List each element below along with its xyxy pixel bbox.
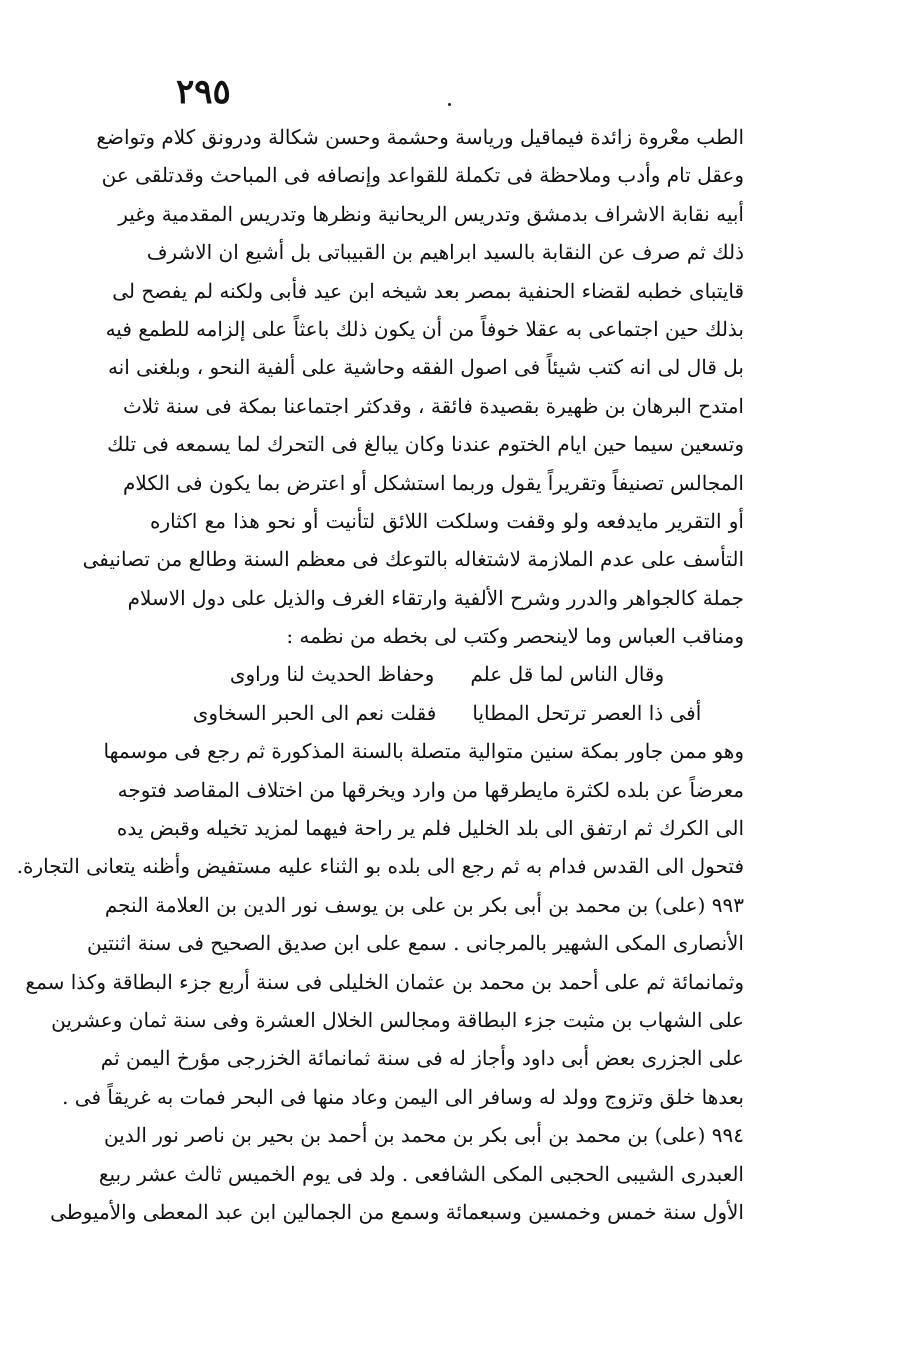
page-number: ٢٩٥ (176, 72, 231, 112)
text-line: الأول سنة خمس وخمسين وسبعمائة وسمع من الجمالين ابن عبد المعطى والأميوطى (50, 1199, 744, 1224)
verse-line (150, 694, 744, 732)
text-line: جملة كالجواهر والدرر وشرح الألفية وارتقاء الغرف والذيل على دول الاسلام (127, 585, 744, 610)
verse-first-hemistich: أفى ذا العصر ترتحل المطايا (472, 700, 702, 725)
text-line: بل قال لى انه كتب شيئاً فى اصول الفقه وحاشية على ألفية النحو ، وبلغنى انه (107, 355, 744, 380)
text-line: على الشهاب بن مثبت جزء البطاقة ومجالس الخلال العشرة وفى سنة ثمان وعشرين (51, 1007, 744, 1032)
verse-second-hemistich: وحفاظ الحديث لنا وراوى (229, 662, 435, 687)
text-line: الى الكرك ثم ارتفق الى بلد الخليل فلم ير راحة فيهما لمزيد تخيله وقبض يده (116, 816, 744, 841)
text-line: أبيه نقابة الاشراف بدمشق وتدريس الريحانية ونظرها وتدريس المقدمية وغير (118, 201, 744, 226)
text-line: ذلك ثم صرف عن النقابة بالسيد ابراهيم بن القبيباتى بل أشيع ان الاشرف (146, 240, 744, 265)
verse-second-hemistich: فقلت نعم الى الحبر السخاوى (192, 700, 437, 725)
text-line: وعقل تام وأدب وملاحظة فى تكملة للقواعد وإنصافه فى المباحث وقدتلقى عن (101, 163, 744, 188)
text-line: معرضاً عن بلده لكثرة مايطرقها من وارد ويخرقها من اختلاف المقاصد فتوجه (117, 777, 744, 802)
body-text (16, 118, 744, 1231)
text-line: فتحول الى القدس فدام به ثم رجع الى بلده بو الثناء عليه مستفيض وأظنه يتعانى التجارة. (16, 854, 744, 879)
text-line: امتدح البرهان بن ظهيرة بقصيدة فائقة ، وقدكثر اجتماعنا بمكة فى سنة ثلاث (122, 393, 744, 418)
text-line-intro-verse: ومناقب العباس وما لاينحصر وكتب لى بخطه من نظمه : (286, 624, 744, 649)
print-speck (448, 103, 451, 106)
text-line: بذلك حين اجتماعى به عقلا خوفاً من أن يكون ذلك باعثاً على إلزامه للطمع فيه (105, 316, 744, 341)
verse-first-hemistich: وقال الناس لما قل علم (470, 662, 665, 687)
text-line: وتسعين سيما حين ايام الختوم عندنا وكان يبالغ فى التحرك لما يسمعه فى تلك (107, 432, 744, 457)
text-line: بعدها خلق وتزوج وولد له وسافر الى اليمن وعاد منها فى البحر فمات به غريقاً فى . (62, 1084, 744, 1109)
text-line: قايتباى خطبه لقضاء الحنفية بمصر بعد شيخه ابن عيد فأبى ولكنه لم يفصح لى (112, 278, 744, 303)
entry-994-start: ٩٩٤ (على) بن محمد بن أبى بكر بن محمد بن أحمد بن بحير بن ناصر نور الدين (103, 1123, 744, 1148)
text-line: الأنصارى المكى الشهير بالمرجانى . سمع على ابن صديق الصحيح فى سنة اثنتين (87, 931, 744, 956)
text-line: وثمانمائة ثم على أحمد بن محمد بن عثمان الخليلى فى سنة أربع جزء البطاقة وكذا سمع (25, 969, 744, 994)
text-line: المجالس تصنيفاً وتقريراً يقول وربما استشكل أو اعترض بما يكون فى الكلام (123, 470, 744, 495)
text-line: التأسف على عدم الملازمة لاشتغاله بالتوعك فى معظم السنة وطالع من تصانيفى (82, 547, 744, 572)
text-line: على الجزرى بعض أبى داود وأجاز له فى سنة ثمانمائة الخزرجى مؤرخ اليمن ثم (100, 1046, 744, 1071)
verse-line (150, 655, 744, 693)
text-line: العبدرى الشيبى الحجبى المكى الشافعى . ولد فى يوم الخميس ثالث عشر ربيع (98, 1161, 744, 1186)
text-line: الطب معْروة زائدة فيماقيل ورياسة وحشمة وحسن شكالة ودرونق كلام وتواضع (96, 125, 744, 149)
text-line: وهو ممن جاور بمكة سنين متوالية متصلة بالسنة المذكورة ثم رجع فى موسمها (103, 739, 744, 764)
text-line: أو التقرير مايدفعه ولو وقفت وسلكت اللائق لتأنيت أو نحو هذا مع اكثاره (150, 508, 744, 533)
entry-993-start: ٩٩٣ (على) بن محمد بن أبى بكر بن على بن يوسف نور الدين بن العلامة النجم (104, 892, 744, 917)
